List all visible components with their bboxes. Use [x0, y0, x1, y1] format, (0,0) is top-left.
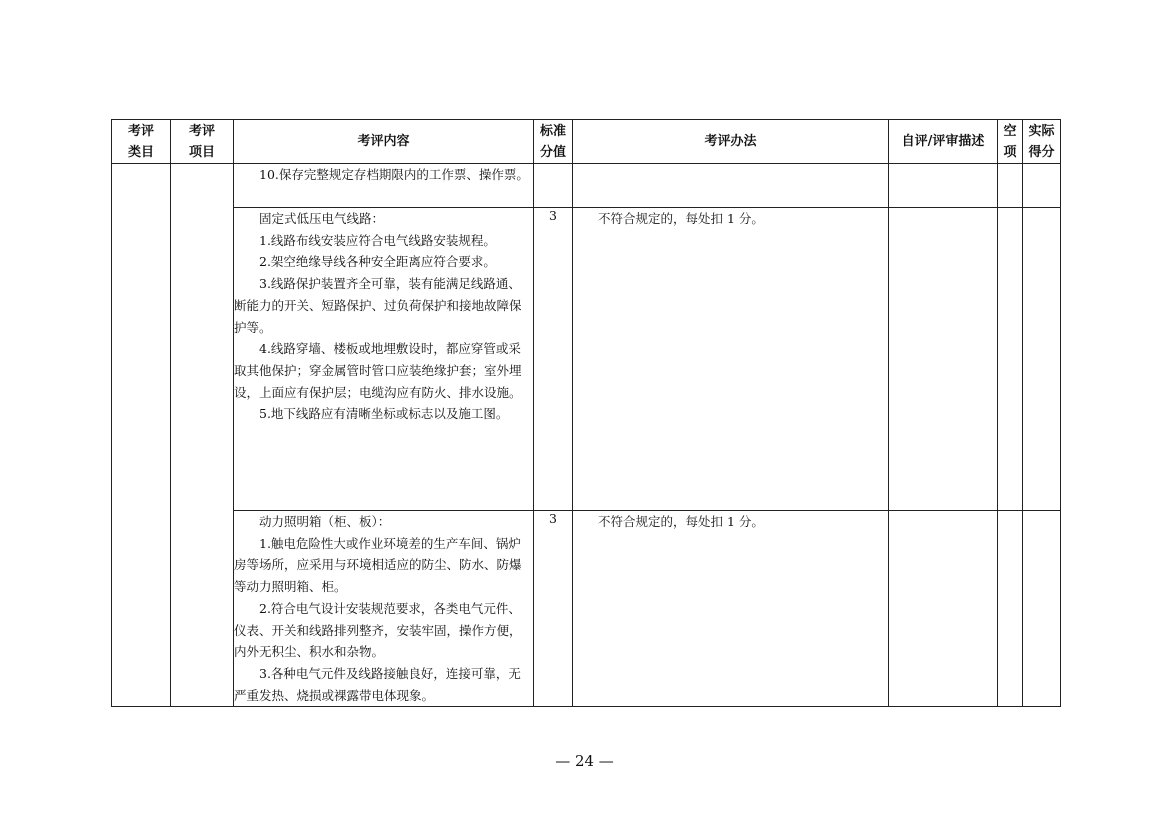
self-review-cell	[889, 511, 998, 707]
method-cell: 不符合规定的，每处扣 1 分。	[573, 511, 889, 707]
actual-score-cell	[1023, 208, 1061, 511]
category-cell	[112, 164, 171, 707]
method-cell	[573, 164, 889, 208]
header-standard-score: 标准分值	[534, 120, 573, 164]
self-review-cell	[889, 208, 998, 511]
page-number: — 24 —	[555, 752, 614, 770]
content-item: 5.地下线路应有清晰坐标或标志以及施工图。	[259, 406, 509, 422]
content-item: 4.线路穿墙、楼板或地埋敷设时，都应穿管或采取其他保护；穿金属管时管口应装绝缘护套；室外埋设，上面应有保护层；电缆沟应有防火、排水设施。	[234, 341, 522, 400]
header-actual-score: 实际得分	[1023, 120, 1061, 164]
evaluation-table	[111, 119, 1061, 707]
score-cell	[534, 164, 573, 208]
content-cell	[234, 208, 534, 511]
content-title: 动力照明箱（柜、板）：	[259, 514, 391, 529]
content-item: 3.各种电气元件及线路接触良好，连接可靠，无严重发热、烧损或裸露带电体现象。	[234, 665, 521, 703]
content-cell	[234, 164, 534, 208]
content-item: 10.保存完整规定存档期限内的工作票、操作票。	[259, 167, 529, 182]
content-item: 1.触电危险性大或作业环境差的生产车间、锅炉房等场所，应采用与环境相适应的防尘、防水、防爆等动力照明箱、柜。	[234, 535, 522, 595]
header-content: 考评内容	[234, 120, 534, 164]
header-method: 考评办法	[573, 120, 889, 164]
score-cell: 3	[534, 511, 573, 707]
item-cell	[171, 164, 234, 707]
header-row	[112, 120, 1061, 164]
table-row	[112, 511, 1061, 707]
header-item: 考评项目	[171, 120, 234, 164]
actual-score-cell	[1023, 164, 1061, 208]
content-item: 3.线路保护装置齐全可靠，装有能满足线路通、断能力的开关、短路保护、过负荷保护和接地故障保护等。	[234, 276, 522, 335]
self-review-cell	[889, 164, 998, 208]
header-category: 考评类目	[112, 120, 171, 164]
empty-item-cell	[998, 164, 1023, 208]
content-item: 2.符合电气设计安装规范要求，各类电气元件、仪表、开关和线路排列整齐，安装牢固，操作方便，内外无积尘、积水和杂物。	[234, 600, 522, 660]
empty-item-cell	[998, 208, 1023, 511]
method-cell: 不符合规定的，每处扣 1 分。	[573, 208, 889, 511]
content-title: 固定式低压电气线路：	[259, 211, 385, 226]
header-empty-item: 空项	[998, 120, 1023, 164]
content-item: 1.线路布线安装应符合电气线路安装规程。	[259, 232, 496, 248]
table-row	[112, 208, 1061, 511]
empty-item-cell	[998, 511, 1023, 707]
content-item: 2.架空绝缘导线各种安全距离应符合要求。	[259, 254, 496, 270]
content-cell	[234, 511, 534, 707]
actual-score-cell	[1023, 511, 1061, 707]
score-cell: 3	[534, 208, 573, 511]
header-self-review: 自评/评审描述	[889, 120, 998, 164]
table-row	[112, 164, 1061, 208]
